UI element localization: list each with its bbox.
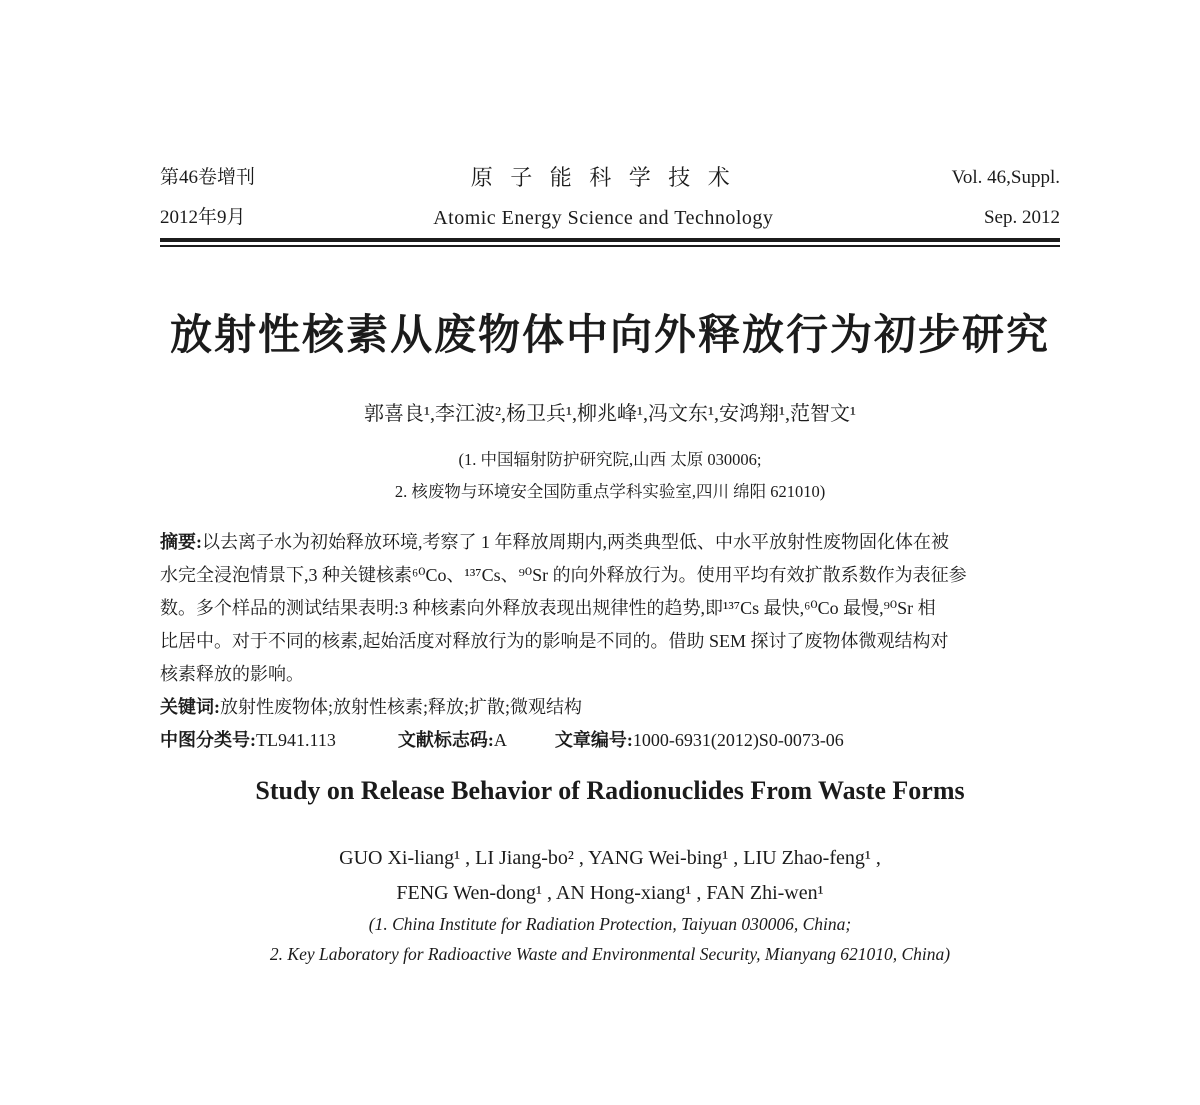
keywords-line <box>160 691 1060 724</box>
journal-date-en: Sep. 2012 <box>983 207 1060 228</box>
doc-code-value: A <box>493 730 507 750</box>
journal-header <box>160 158 1060 238</box>
classification-line <box>160 724 1060 757</box>
keywords-label: 关键词: <box>160 697 220 717</box>
article-title-cn: 放射性核素从废物体中向外释放行为初步研究 <box>169 311 1050 358</box>
abstract-line-3: 数。多个样品的测试结果表明:3 种核素向外释放表现出规律性的趋势,即¹³⁷Cs 最快,⁶⁰Co 最慢,⁹⁰Sr 相 <box>160 598 936 618</box>
abstract-block <box>160 526 1060 757</box>
authors-en <box>160 841 1060 911</box>
affiliation-cn-2: 2. 核废物与环境安全国防重点学科实验室,四川 绵阳 621010) <box>394 482 826 501</box>
journal-title-cn: 原 子 能 科 学 技 术 <box>470 165 736 190</box>
journal-date-cn: 2012年9月 <box>160 207 246 228</box>
affiliation-en-2: 2. Key Laboratory for Radioactive Waste and Environmental Security, Mianyang 621010, China) <box>269 944 951 964</box>
affiliation-en-1: (1. China Institute for Radiation Protection, Taiyuan 030006, China; <box>368 914 852 934</box>
article-id-label: 文章编号: <box>554 730 633 750</box>
affiliations-cn <box>160 444 1060 508</box>
paper-page <box>0 158 1200 1105</box>
authors-en-line-1: GUO Xi-liang¹ , LI Jiang-bo² , YANG Wei-bing¹ , LIU Zhao-feng¹ , <box>339 847 881 869</box>
journal-volume-en: Vol. 46,Suppl. <box>951 167 1060 188</box>
article-id-item <box>555 724 844 757</box>
clc-item <box>160 724 336 757</box>
abstract-line-1-text: 以去离子水为初始释放环境,考察了 1 年释放周期内,两类典型低、中水平放射性废物固化体在被 <box>202 532 949 552</box>
authors-en-line-2: FENG Wen-dong¹ , AN Hong-xiang¹ , FAN Zhi-wen¹ <box>396 882 824 904</box>
abstract-line-4: 比居中。对于不同的核素,起始活度对释放行为的影响是不同的。借助 SEM 探讨了废物体微观结构对 <box>160 631 949 651</box>
clc-label: 中图分类号: <box>160 730 256 750</box>
abstract-line-5: 核素释放的影响。 <box>160 664 304 684</box>
journal-header-left <box>160 158 255 238</box>
clc-value: TL941.113 <box>256 730 336 750</box>
authors-cn: 郭喜良¹,李江波²,杨卫兵¹,柳兆峰¹,冯文东¹,安鸿翔¹,范智文¹ <box>364 403 856 425</box>
journal-title-en: Atomic Energy Science and Technology <box>433 207 774 229</box>
header-divider-rule <box>160 238 1060 247</box>
keywords-text: 放射性废物体;放射性核素;释放;扩散;微观结构 <box>220 697 583 717</box>
article-id-value: 1000-6931(2012)S0-0073-06 <box>632 730 844 750</box>
page-content <box>0 158 1200 969</box>
journal-header-center <box>433 158 773 238</box>
abstract-line-2: 水完全浸泡情景下,3 种关键核素⁶⁰Co、¹³⁷Cs、⁹⁰Sr 的向外释放行为。使用平均有效扩散系数作为表征参 <box>160 565 967 585</box>
article-title-en: Study on Release Behavior of Radionuclides From Waste Forms <box>255 776 965 805</box>
abstract-line-1 <box>160 526 1060 559</box>
affiliations-en <box>160 909 1060 969</box>
journal-volume-cn: 第46卷增刊 <box>160 167 256 188</box>
abstract-label: 摘要: <box>160 532 202 552</box>
doc-code-item <box>398 724 507 757</box>
journal-header-right <box>952 158 1060 238</box>
affiliation-cn-1: (1. 中国辐射防护研究院,山西 太原 030006; <box>458 450 762 469</box>
doc-code-label: 文献标志码: <box>397 730 494 750</box>
